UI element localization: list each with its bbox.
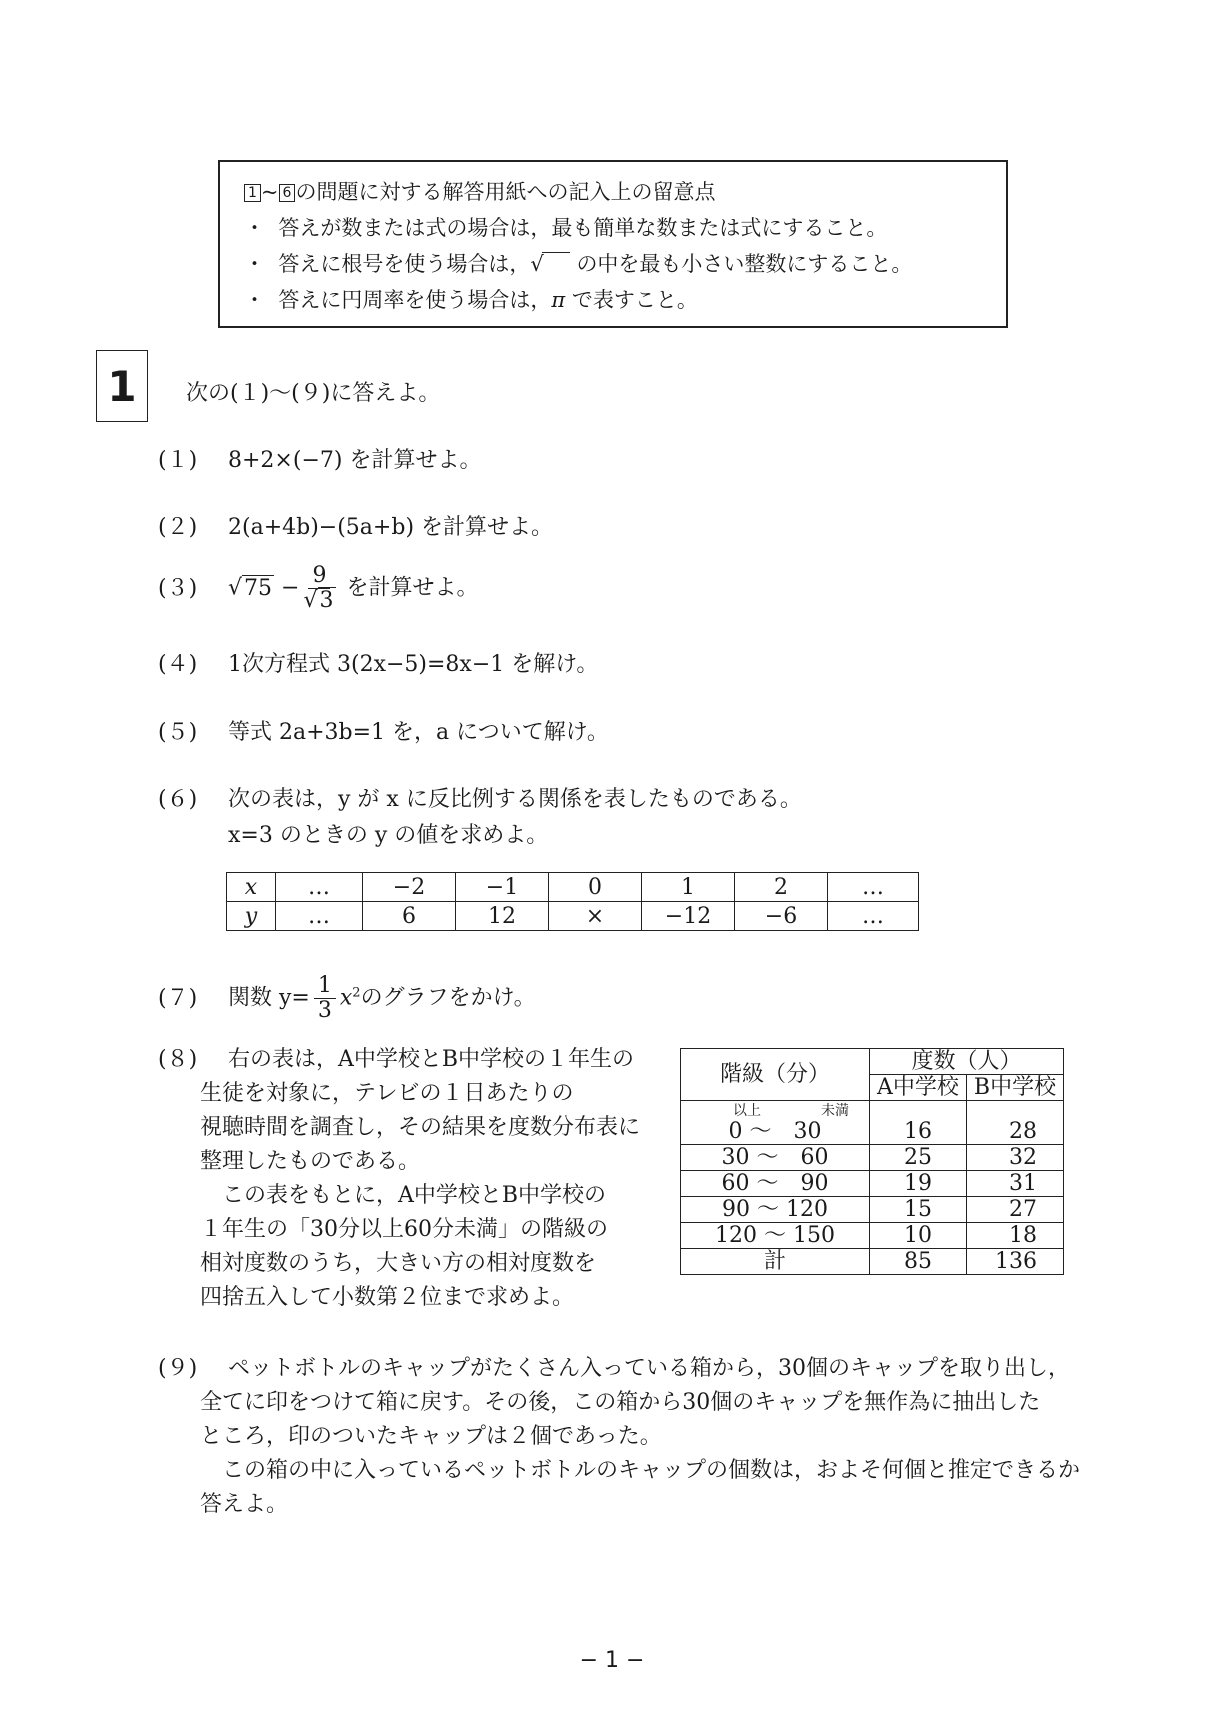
- table-row: 60 ～ 90 19 31: [681, 1171, 1063, 1197]
- question-8-line: この表をもとに，A中学校とB中学校の: [200, 1183, 607, 1208]
- question-9-line: 全てに印をつけて箱に戻す。その後，この箱から30個のキャップを無作為に抽出した: [200, 1390, 1041, 1415]
- section-intro: 次の(１)～(９)に答えよ。: [186, 381, 441, 406]
- header-frequency: 度数（人）: [870, 1049, 1064, 1075]
- question-9-line: (９) ペットボトルのキャップがたくさん入っている箱から，30個のキャップを取り出し，: [158, 1352, 1080, 1386]
- page-number: − 1 −: [579, 1648, 645, 1673]
- inverse-proportion-table: [226, 872, 919, 931]
- header-class: 階級（分）: [681, 1049, 870, 1101]
- question-number: (８): [158, 1047, 198, 1072]
- table-row: 30 ～ 60 25 32: [681, 1145, 1063, 1171]
- fraction: $\frac{9}{√3}$: [303, 563, 334, 614]
- question-range-start-box: 1: [244, 184, 261, 202]
- question-8-line: (８) 右の表は，A中学校とB中学校の１年生の: [158, 1043, 640, 1077]
- question-5: (５) 等式 2a+3b=1 を，a について解け。: [158, 715, 609, 746]
- header-school-b: B中学校: [967, 1075, 1064, 1101]
- question-8-line: 相対度数のうち，大きい方の相対度数を: [200, 1251, 597, 1276]
- question-9-line: この箱の中に入っているペットボトルのキャップの個数は，およそ何個と推定できるか: [200, 1458, 1081, 1483]
- question-number: (５): [158, 720, 198, 745]
- radical-sign: √: [530, 252, 544, 276]
- question-9: [158, 1352, 1080, 1522]
- question-number: (７): [158, 985, 198, 1011]
- notice-title: 1 ~ 6 の問題に対する解答用紙への記入上の留意点: [244, 176, 715, 206]
- fraction-denominator: √3: [303, 588, 334, 614]
- radicand: 75: [244, 575, 273, 601]
- question-range-end-box: 6: [279, 184, 296, 202]
- pi-symbol: π: [551, 288, 566, 312]
- notice-title-text: の問題に対する解答用紙への記入上の留意点: [295, 180, 716, 204]
- question-3: (３) √75 − $\frac{9}{√3}$ を計算せよ。: [158, 563, 479, 614]
- question-4: (４) 1次方程式 3(2x−5)=8x−1 を解け。: [158, 647, 598, 678]
- question-8: [158, 1043, 640, 1315]
- question-number: (３): [158, 575, 198, 601]
- table-row: 90 ～ 120 15 27: [681, 1197, 1063, 1223]
- question-number: (２): [158, 515, 198, 540]
- fraction: $\frac{1}{3}$: [314, 974, 336, 1023]
- question-number: (６): [158, 787, 198, 812]
- range-subheader: 以上 未満: [681, 1101, 870, 1120]
- frequency-table: [680, 1048, 1064, 1275]
- question-6-line-2: x=3 のときの y の値を求めよ。: [228, 823, 549, 848]
- notice-item-3: ・ 答えに円周率を使う場合は，π で表すこと。: [244, 288, 698, 312]
- question-8-line: 視聴時間を調査し，その結果を度数分布表に: [200, 1115, 641, 1140]
- question-1: (１) 8+2×(−7) を計算せよ。: [158, 443, 481, 474]
- question-9-line: 答えよ。: [200, 1492, 289, 1517]
- section-number-box: 1: [96, 350, 148, 422]
- question-8-line: １年生の「30分以上60分未満」の階級の: [200, 1217, 608, 1242]
- question-9-line: ところ，印のついたキャップは２個であった。: [200, 1424, 662, 1449]
- table-row-x: x … −2 −1 0 1 2 …: [227, 873, 918, 902]
- question-7: (７) 関数 y= $\frac{1}{3}$ $x^2$のグラフをかけ。: [158, 973, 536, 1024]
- notice-item-1: ・ 答えが数または式の場合は，最も簡単な数または式にすること。: [244, 216, 888, 240]
- notice-box: [218, 160, 1008, 328]
- expression: 8+2×(−7): [228, 448, 343, 473]
- expression: 2(a+4b)−(5a+b): [228, 515, 415, 540]
- notice-item-2: ・ 答えに根号を使う場合は，√ の中を最も小さい整数にすること。: [244, 252, 913, 276]
- question-number: (９): [158, 1356, 198, 1381]
- table-row: 120 ～ 150 10 18: [681, 1223, 1063, 1249]
- question-number: (４): [158, 652, 198, 677]
- header-school-a: A中学校: [870, 1075, 967, 1101]
- table-row-y: y … 6 12 × −12 −6 …: [227, 902, 918, 931]
- question-6: (６) 次の表は，y が x に反比例する関係を表したものである。: [158, 782, 802, 813]
- question-8-line: 生徒を対象に，テレビの１日あたりの: [200, 1081, 574, 1106]
- question-2: (２) 2(a+4b)−(5a+b) を計算せよ。: [158, 510, 553, 541]
- question-number: (１): [158, 448, 198, 473]
- question-8-line: 四捨五入して小数第２位まで求めよ。: [200, 1285, 575, 1310]
- table-row-total: 計 85 136: [681, 1249, 1063, 1275]
- table-row: 0 ～ 30 16 28: [681, 1119, 1063, 1145]
- radical-blank: [542, 252, 570, 273]
- question-8-line: 整理したものである。: [200, 1149, 421, 1174]
